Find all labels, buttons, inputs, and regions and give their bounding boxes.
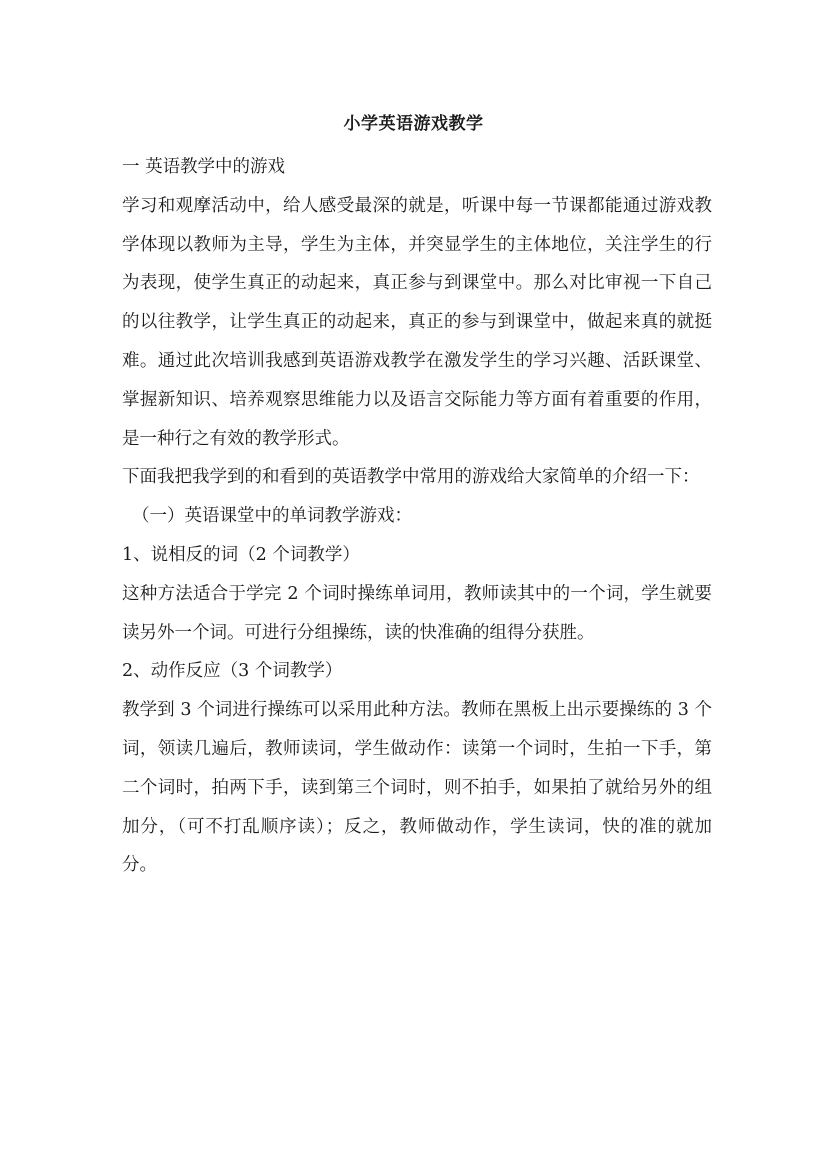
section-heading: 一 英语教学中的游戏	[122, 157, 286, 177]
document-title: 小学英语游戏教学	[343, 114, 484, 134]
document-body	[122, 148, 712, 885]
subsection-heading: （一）英语课堂中的单词教学游戏：	[132, 506, 412, 527]
paragraph-intro: 学习和观摩活动中，给人感受最深的就是，听课中每一节课都能通过游戏教学体现以教师为主导，学生为主体，并突显学生的主体地位，关注学生的行为表现，使学生真正的动起来，真正参与到课堂中。那么对比审视一下自己的以往教学，让学生真正的动起来，真正的参与到课堂中，做起来真的就挺难。通过此次培训我感到英语游戏教学在激发学生的学习兴趣、活跃课堂、掌握新知识、培养观察思维能力以及语言交际能力等方面有着重要的作用，是一种行之有效的教学形式。	[122, 195, 712, 449]
item-text-2: 教学到 3 个词进行操练可以采用此种方法。教师在黑板上出示要操练的 3 个词，领读几遍后，教师读词，学生做动作：读第一个词时，生拍一下手，第二个词时，拍两下手，读到第三个词时，则不拍手，如果拍了就给另外的组加分，（可不打乱顺序读）；反之，教师做动作，学生读词，快的准的就加分。	[122, 700, 712, 876]
item-text-1: 这种方法适合于学完 2 个词时操练单词用，教师读其中的一个词，学生就要读另外一个词。可进行分组操练，读的快准确的组得分获胜。	[122, 583, 712, 643]
item-heading-1: 1、说相反的词（2 个词教学）	[122, 544, 360, 565]
paragraph-overview: 下面我把我学到的和看到的英语教学中常用的游戏给大家简单的介绍一下：	[122, 467, 700, 488]
item-heading-2: 2、动作反应（3 个词教学）	[122, 661, 343, 682]
